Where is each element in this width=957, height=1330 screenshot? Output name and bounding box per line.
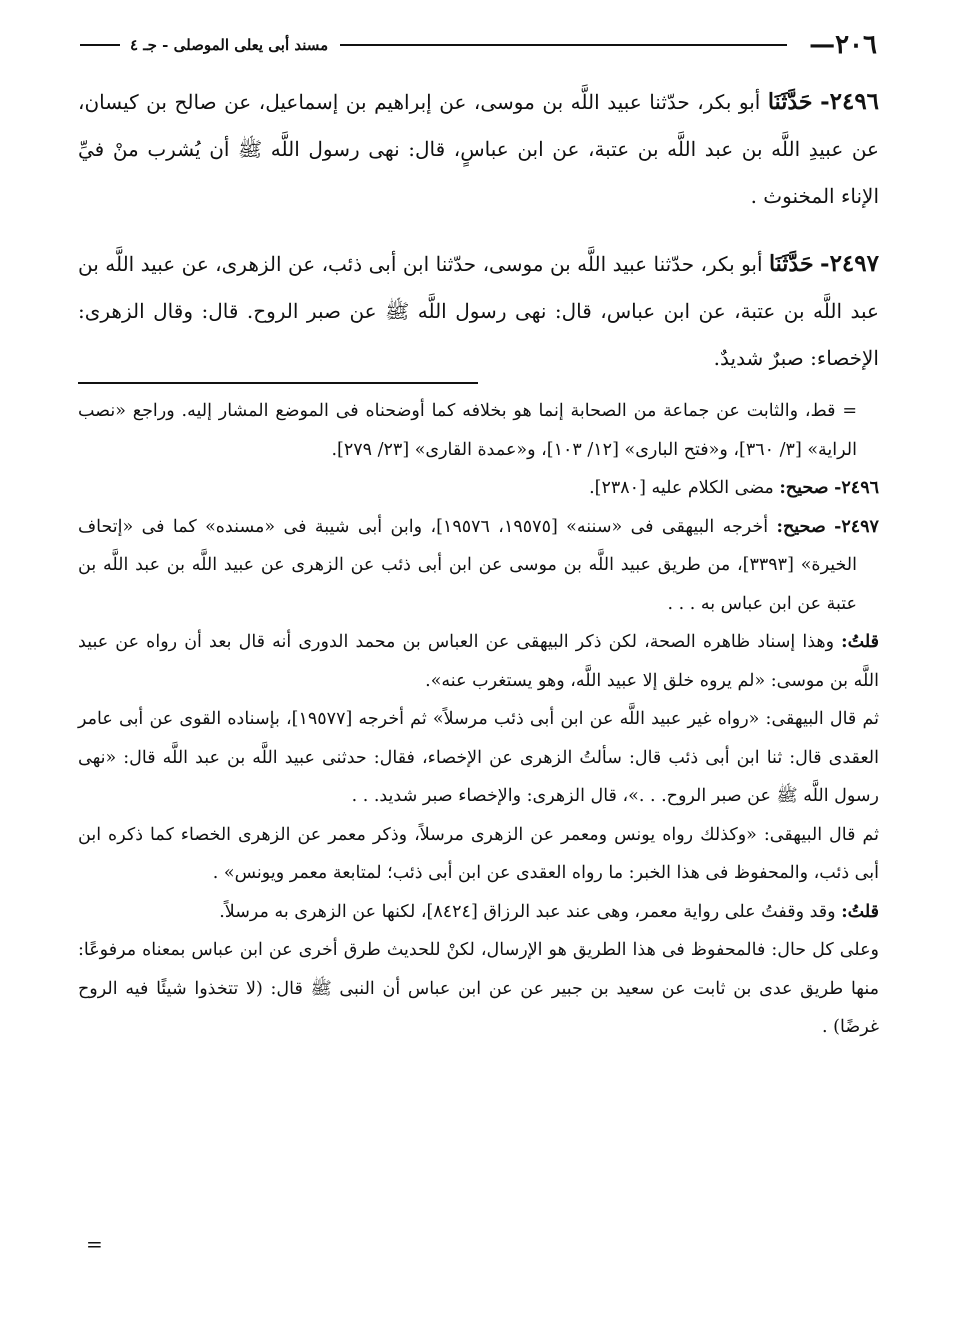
footnote-continued: = قط، والثابت عن جماعة من الصحابة إنما هو بخلافه كما أوضحناه فى الموضع المشار إليه. وراجع «نصب الراية» [٣/ ٣٦٠]، و«فتح البارى» [١٢/ ١٠٣]، و«عمدة القارى» [٢٣/ ٢٧٩]. <box>78 401 857 460</box>
footnote-text: أخرجه البيهقى فى «سننه» [١٩٥٧٥، ١٩٥٧٦]، وابن أبى شيبة فى «مسنده» كما فى «إتحاف الخيرة» [٣٣٩٣]، من طريق عبيد اللَّه بن موسى عن ابن أبى ذئب عن الزهرى عن عبيد اللَّه بن عبد اللَّه بن عتبة عن ابن عباس به . . . <box>78 516 857 614</box>
hadith-body: أبو بكر، حدّثنا عبيد اللَّه بن موسى، حدّثنا ابن أبى ذئب، عن الزهرى، عن عبيد اللَّه بن عبد اللَّه بن عتبة، عن ابن عباس، قال: نهى رسول اللَّه ﷺ عن صبر الروح. قال: وقال الزهرى: الإخصاء: صبرٌ شديدٌ. <box>78 252 879 370</box>
hadith-lead: حَدَّثَنَا <box>768 251 814 277</box>
qultu-lead: قلتُ: <box>841 632 879 652</box>
footnote-qultu-1 <box>78 623 879 700</box>
page-number: ٢٠٦ <box>835 30 877 60</box>
footnote-number: ٢٤٩٧- <box>834 516 879 537</box>
footnote-bayhaqi-2: ثم قال البيهقى: «وكذلك رواه يونس ومعمر عن الزهرى مرسلاً، وذكر معمر عن الزهرى الخصاء كما ذكره ابن أبى ذئب، والمحفوظ فى هذا الخبر: ما رواه العقدى عن ابن أبى ذئب؛ لمتابعة معمر ويونس» . <box>78 824 879 883</box>
qultu-text: وهذا إسناد ظاهره الصحة، لكن ذكر البيهقى عن العباس بن محمد الدورى أنه قال بعد أن رواه عن عبيد اللَّه بن موسى: «لم يروه خلق إلا عبيد اللَّه، وهو يستغرب عنه». <box>78 632 879 691</box>
footnote-2497 <box>78 508 879 624</box>
qultu-text: وقد وقفتُ على رواية معمر، وهى عند عبد الرزاق [٨٤٢٤]، لكنها عن الزهرى به مرسلاً. <box>219 901 836 922</box>
header-dash: — <box>809 30 836 60</box>
footnote-grade: صحيح: <box>779 478 829 498</box>
hadith-text <box>78 78 879 388</box>
header-tail-rule <box>80 44 120 46</box>
footnotes <box>78 392 879 1047</box>
footnote-conclusion: وعلى كل حال: فالمحفوظ فى هذا الطريق هو الإرسال، لكنْ للحديث طرق أخرى عن ابن عباس بمعناه مرفوعًا: منها طريق عدى بن ثابت عن سعيد بن جبير عن عن ابن عباس أن النبى ﷺ قال: (لا تتخذوا شيئًا فيه الروح غرضًا) . <box>78 940 879 1037</box>
footnote-text: مضى الكلام عليه [٢٣٨٠]. <box>589 478 774 498</box>
footnote-grade: صحيح: <box>776 516 826 537</box>
running-title: مسند أبى يعلى الموصلى - جـ ٤ <box>130 36 329 54</box>
footnote-bayhaqi-1: ثم قال البيهقى: «رواه غير عبيد اللَّه عن ابن أبى ذئب مرسلاً» ثم أخرجه [١٩٥٧٧]، بإسناده القوى عن أبى عامر العقدى قال: ثنا ابن أبى ذئب قال: سألتُ الزهرى عن الإخصاء، فقال: حدثنى عبيد اللَّه بن عبد اللَّه قال: «نهى رسول اللَّه ﷺ عن صبر الروح. . .»، قال الزهرى: والإخصاء صبر شديد. . . <box>78 709 879 806</box>
hadith-number: ٢٤٩٧- <box>820 250 879 277</box>
hadith-2496 <box>78 78 879 220</box>
qultu-lead: قلتُ: <box>841 901 879 922</box>
continuation-mark: = <box>86 1232 103 1256</box>
hadith-number: ٢٤٩٦- <box>820 88 880 115</box>
header-rule <box>340 44 787 46</box>
footnote-2496 <box>78 469 879 508</box>
footnote-divider <box>78 382 478 384</box>
hadith-lead: حَدَّثَنَا <box>767 89 813 115</box>
footnote-qultu-2 <box>78 893 879 932</box>
footnote-number: ٢٤٩٦- <box>834 478 879 498</box>
hadith-body: أبو بكر، حدّثنا عبيد اللَّه بن موسى، عن إبراهيم بن إسماعيل، عن صالح بن كيسان، عن عبيدِ اللَّه بن عبد اللَّه بن عتبة، عن ابن عباسٍ، قال: نهى رسول اللَّه ﷺ أن يُشرب منْ فيِّ الإناء المخنوث . <box>78 90 879 208</box>
running-header <box>80 28 877 62</box>
hadith-2497 <box>78 240 879 382</box>
